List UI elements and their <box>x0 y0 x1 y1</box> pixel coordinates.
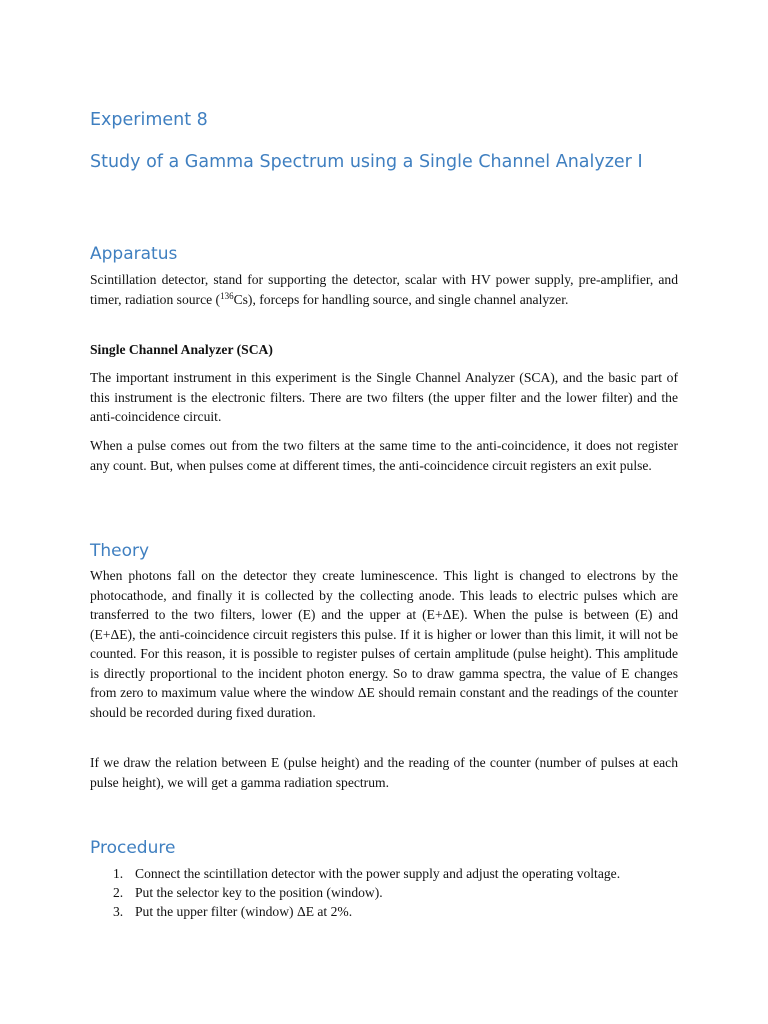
theory-paragraph-1: When photons fall on the detector they create luminescence. This light is changed to electrons by the photocathode, and finally it is collected by the collecting anode. This leads to electric pulses which are transferred to the two filters, lower (E) and the upper at (E+ΔE). When the pulse is between (E) and (E+ΔE), the anti-coincidence circuit registers this pulse. If it is higher or lower than this limit, it will not be counted. For this reason, it is possible to register pulses of certain amplitude (pulse height). This amplitude is directly proportional to the incident photon energy. So to draw gamma spectra, the value of E changes from zero to maximum value where the window ΔE should remain constant and the readings of the counter should be recorded during fixed duration. <box>90 568 678 720</box>
step-number: 1. <box>113 866 124 881</box>
sca-subheading: Single Channel Analyzer (SCA) <box>90 342 273 357</box>
apparatus-text-start: Scintillation detector, stand for supporting the detector, scalar with HV power supply, pre-amplifier, and timer, radiation source ( <box>90 272 678 307</box>
step-text: Put the upper filter (window) ΔE at 2%. <box>135 904 353 920</box>
apparatus-text-end: Cs), forceps for handling source, and single channel analyzer. <box>233 291 569 307</box>
theory-heading: Theory <box>90 541 150 561</box>
step-text: Connect the scintillation detector with the power supply and adjust the operating voltage. <box>135 866 621 881</box>
procedure-step <box>90 864 690 883</box>
procedure-step <box>90 883 690 902</box>
experiment-number-heading: Experiment 8 <box>90 110 208 130</box>
experiment-title-heading: Study of a Gamma Spectrum using a Single Channel Analyzer I <box>90 152 643 172</box>
apparatus-paragraph <box>90 270 678 309</box>
step-number: 3. <box>113 904 124 920</box>
theory-paragraph-2: If we draw the relation between E (pulse height) and the reading of the counter (number of pulses at each pulse height), we will get a gamma radiation spectrum. <box>90 755 678 790</box>
sca-paragraph-2: When a pulse comes out from the two filters at the same time to the anti-coincidence, it does not register any count. But, when pulses come at different times, the anti-coincidence circuit registers an exit pulse. <box>90 438 678 473</box>
procedure-steps-list <box>90 864 690 922</box>
apparatus-heading: Apparatus <box>90 244 178 264</box>
procedure-heading: Procedure <box>90 838 176 858</box>
step-number: 2. <box>113 885 124 901</box>
procedure-step <box>90 902 690 921</box>
sca-paragraph-1: The important instrument in this experiment is the Single Channel Analyzer (SCA), and the basic part of this instrument is the electronic filters. There are two filters (the upper filter and the lower filter) and the anti-coincidence circuit. <box>90 370 678 424</box>
isotope-mass-superscript: 136 <box>220 290 234 301</box>
step-text: Put the selector key to the position (window). <box>135 885 383 901</box>
